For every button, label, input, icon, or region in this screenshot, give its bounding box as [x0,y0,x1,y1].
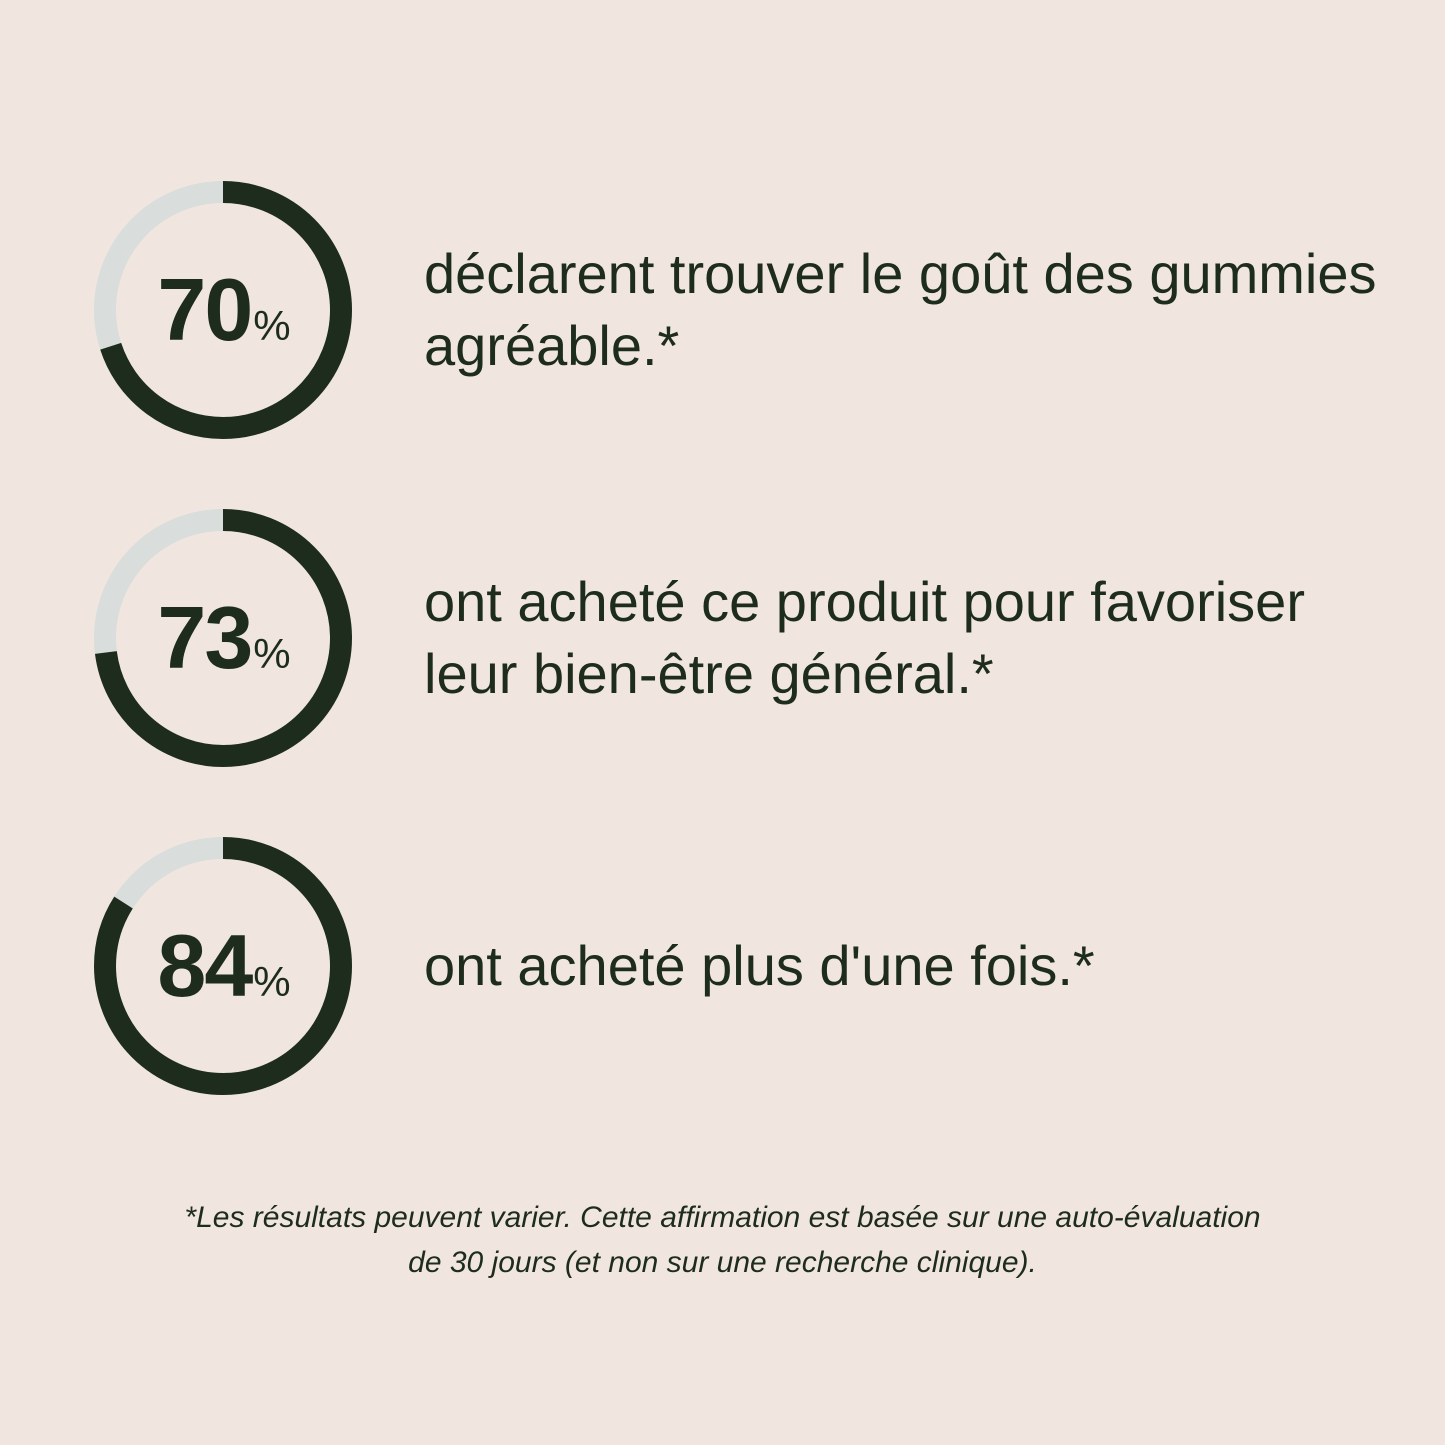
stat-row [60,498,1385,778]
donut-percent-symbol: % [253,302,289,349]
stat-description: ont acheté ce produit pour favoriser leur bien-être général.* [424,570,1305,705]
footnote: *Les résultats peuvent varier. Cette affirmation est basée sur une auto-évaluation de 30 jours (et non sur une recherche clinique). [184,1201,1261,1279]
stat-description: déclarent trouver le goût des gummies agréable.* [424,242,1377,377]
donut-value: 84 [157,916,252,1015]
donut-value: 70 [157,260,252,359]
donut-value: 73 [157,588,252,687]
donut-percent-symbol: % [253,630,289,677]
stat-row [60,826,1385,1106]
donut-label [157,916,289,1015]
donut-chart-73 [78,498,368,778]
stat-row [60,170,1385,450]
donut-chart-84 [78,826,368,1106]
stat-description: ont acheté plus d'une fois.* [424,934,1095,998]
donut-chart-70 [78,170,368,450]
donut-label [157,588,289,687]
donut-label [157,260,289,359]
donut-percent-symbol: % [253,958,289,1005]
